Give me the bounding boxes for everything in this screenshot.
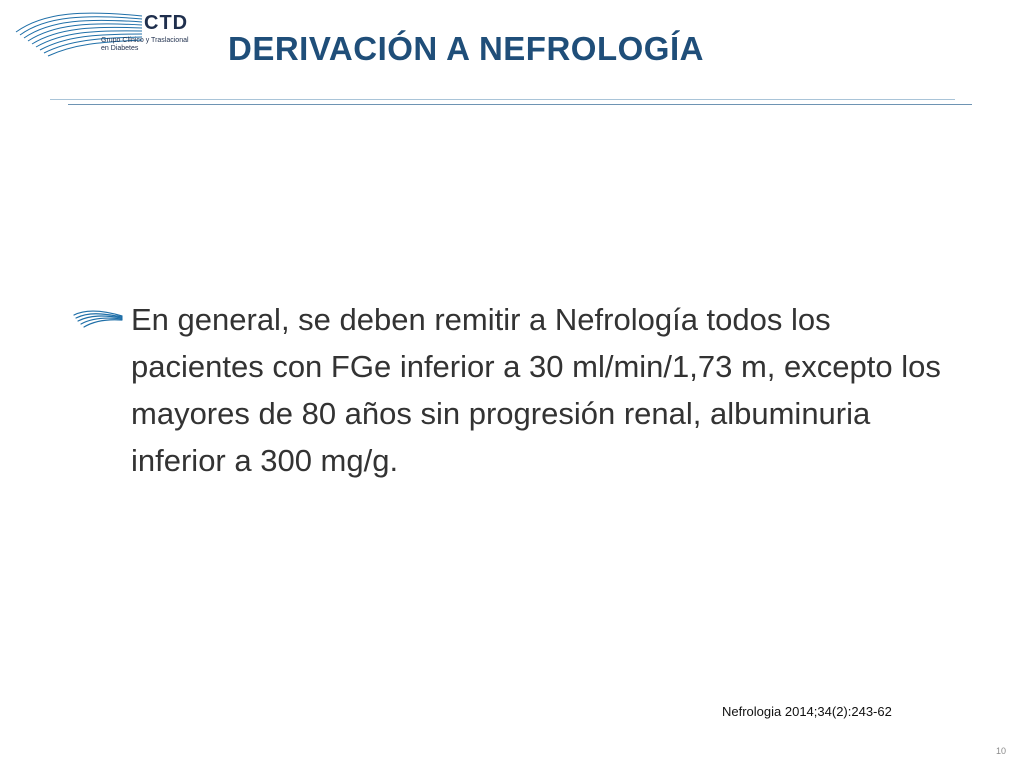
ctd-logo: [14, 10, 214, 60]
logo-subtitle-line-1: Grupo Clínico y Traslacional: [101, 37, 189, 44]
bullet-text: En general, se deben remitir a Nefrología todos los pacientes con FGe inferior a 30 ml/min/1,73 m, excepto los mayores de 80 años sin progresión renal, albuminuria inferior a 300 mg/g.: [131, 302, 941, 478]
logo-name: CTD: [144, 12, 189, 34]
swoosh-bullet-icon: [72, 306, 124, 328]
logo-subtitle-line-2: en Diabetes: [101, 45, 139, 52]
logo-subtitle: [101, 37, 221, 53]
slide-title: DERIVACIÓN A NEFROLOGÍA: [228, 30, 704, 67]
title-divider: [68, 104, 972, 105]
page-number: 10: [996, 746, 1007, 756]
reference-citation: Nefrologia 2014;34(2):243-62: [722, 704, 892, 719]
title-divider-light: [50, 99, 955, 100]
